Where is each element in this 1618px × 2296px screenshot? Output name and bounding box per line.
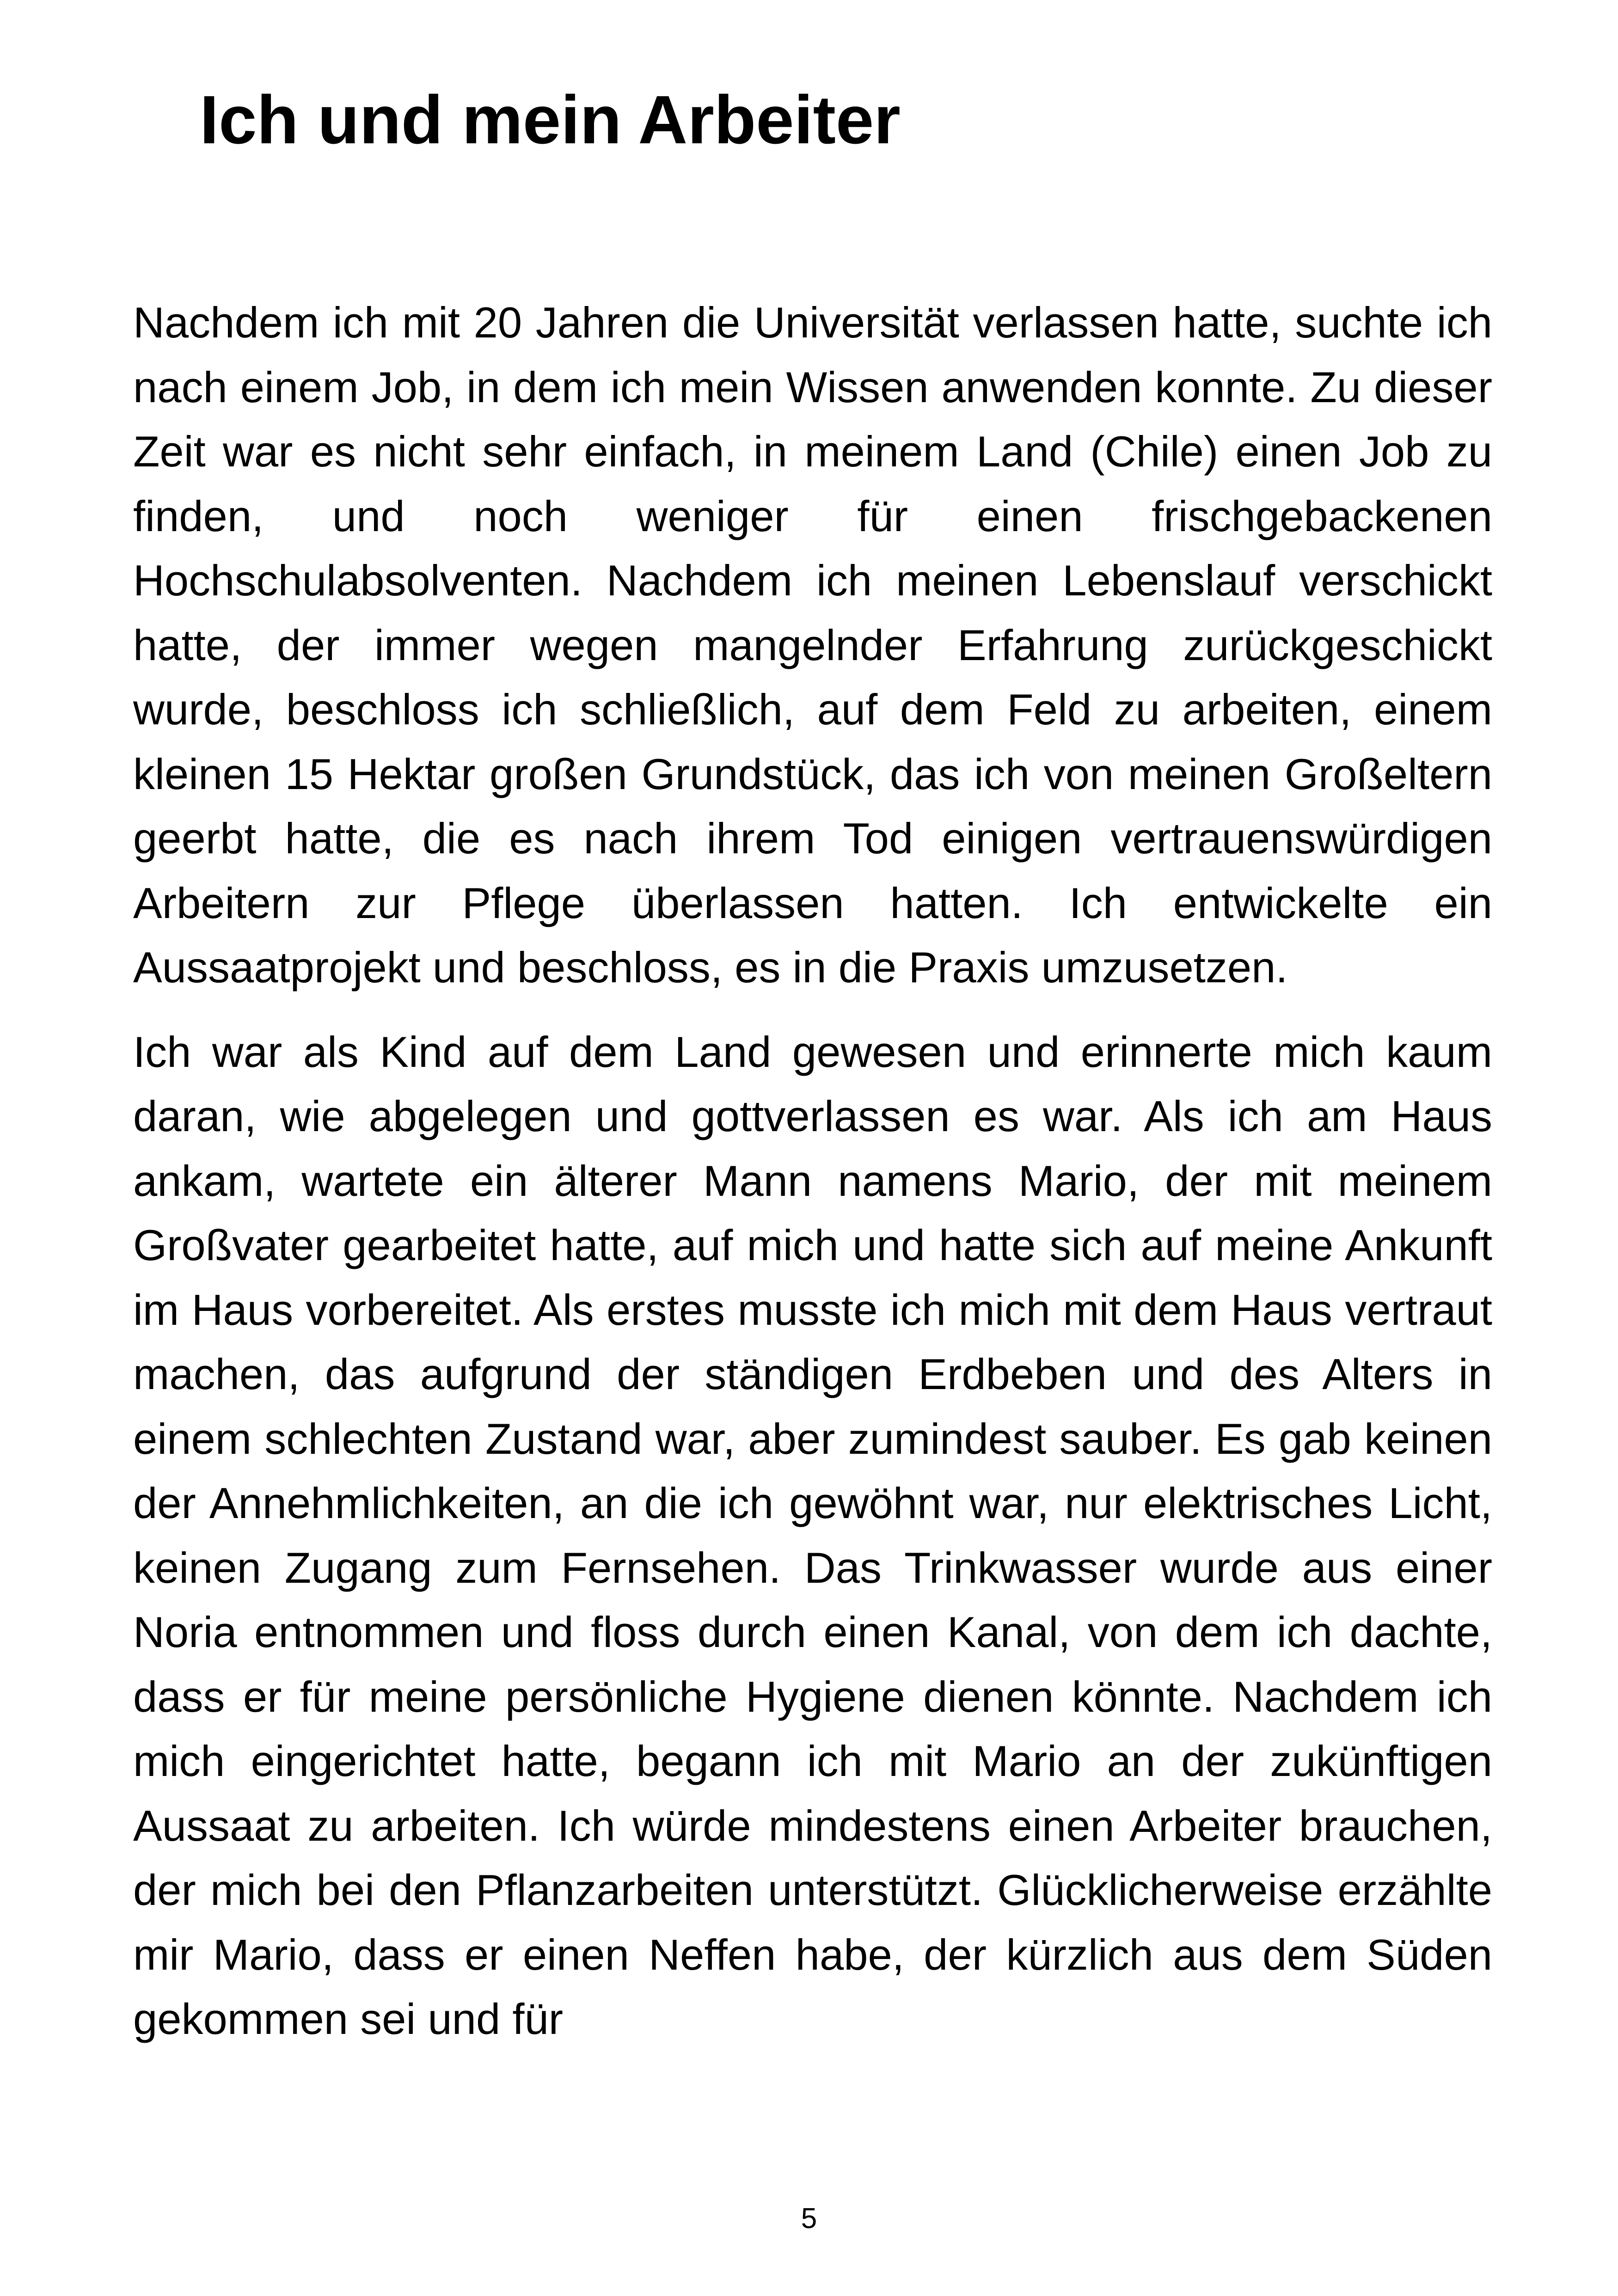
page-number: 5	[801, 2203, 817, 2235]
chapter-title: Ich und mein Arbeiter	[200, 82, 901, 158]
paragraph: Nachdem ich mit 20 Jahren die Universität verlassen hatte, suchte ich nach einem Job, in dem ich mein Wissen anwenden konnte. Zu dieser Zeit war es nicht sehr einfach, in meinem Land (Chile) einen Job zu finden, und noch weniger für einen frischgebackenen Hochschulabsolventen. Nachdem ich meinen Lebenslauf verschickt hatte, der immer wegen mangelnder Erfahrung zurückgeschickt wurde, beschloss ich schließlich, auf dem Feld zu arbeiten, einem kleinen 15 Hektar großen Grundstück, das ich von meinen Großeltern geerbt hatte, die es nach ihrem Tod einigen vertrauenswürdigen Arbeitern zur Pflege überlassen hatten. Ich entwickelte ein Aussaatprojekt und beschloss, es in die Praxis umzusetzen.	[133, 298, 1492, 992]
body-text	[133, 290, 1492, 2051]
paragraph: Ich war als Kind auf dem Land gewesen und erinnerte mich kaum daran, wie abgelegen und gottverlassen es war. Als ich am Haus ankam, wartete ein älterer Mann namens Mario, der mit meinem Großvater gearbeitet hatte, auf mich und hatte sich auf meine Ankunft im Haus vorbereitet. Als erstes musste ich mich mit dem Haus vertraut machen, das aufgrund der ständigen Erdbeben und des Alters in einem schlechten Zustand war, aber zumindest sauber. Es gab keinen der Annehmlichkeiten, an die ich gewöhnt war, nur elektrisches Licht, keinen Zugang zum Fernsehen. Das Trinkwasser wurde aus einer Noria entnommen und floss durch einen Kanal, von dem ich dachte, dass er für meine persönliche Hygiene dienen könnte. Nachdem ich mich eingerichtet hatte, begann ich mit Mario an der zukünftigen Aussaat zu arbeiten. Ich würde mindestens einen Arbeiter brauchen, der mich bei den Pflanzarbeiten unterstützt. Glücklicherweise erzählte mir Mario, dass er einen Neffen habe, der kürzlich aus dem Süden gekommen sei und für	[133, 1027, 1492, 2043]
